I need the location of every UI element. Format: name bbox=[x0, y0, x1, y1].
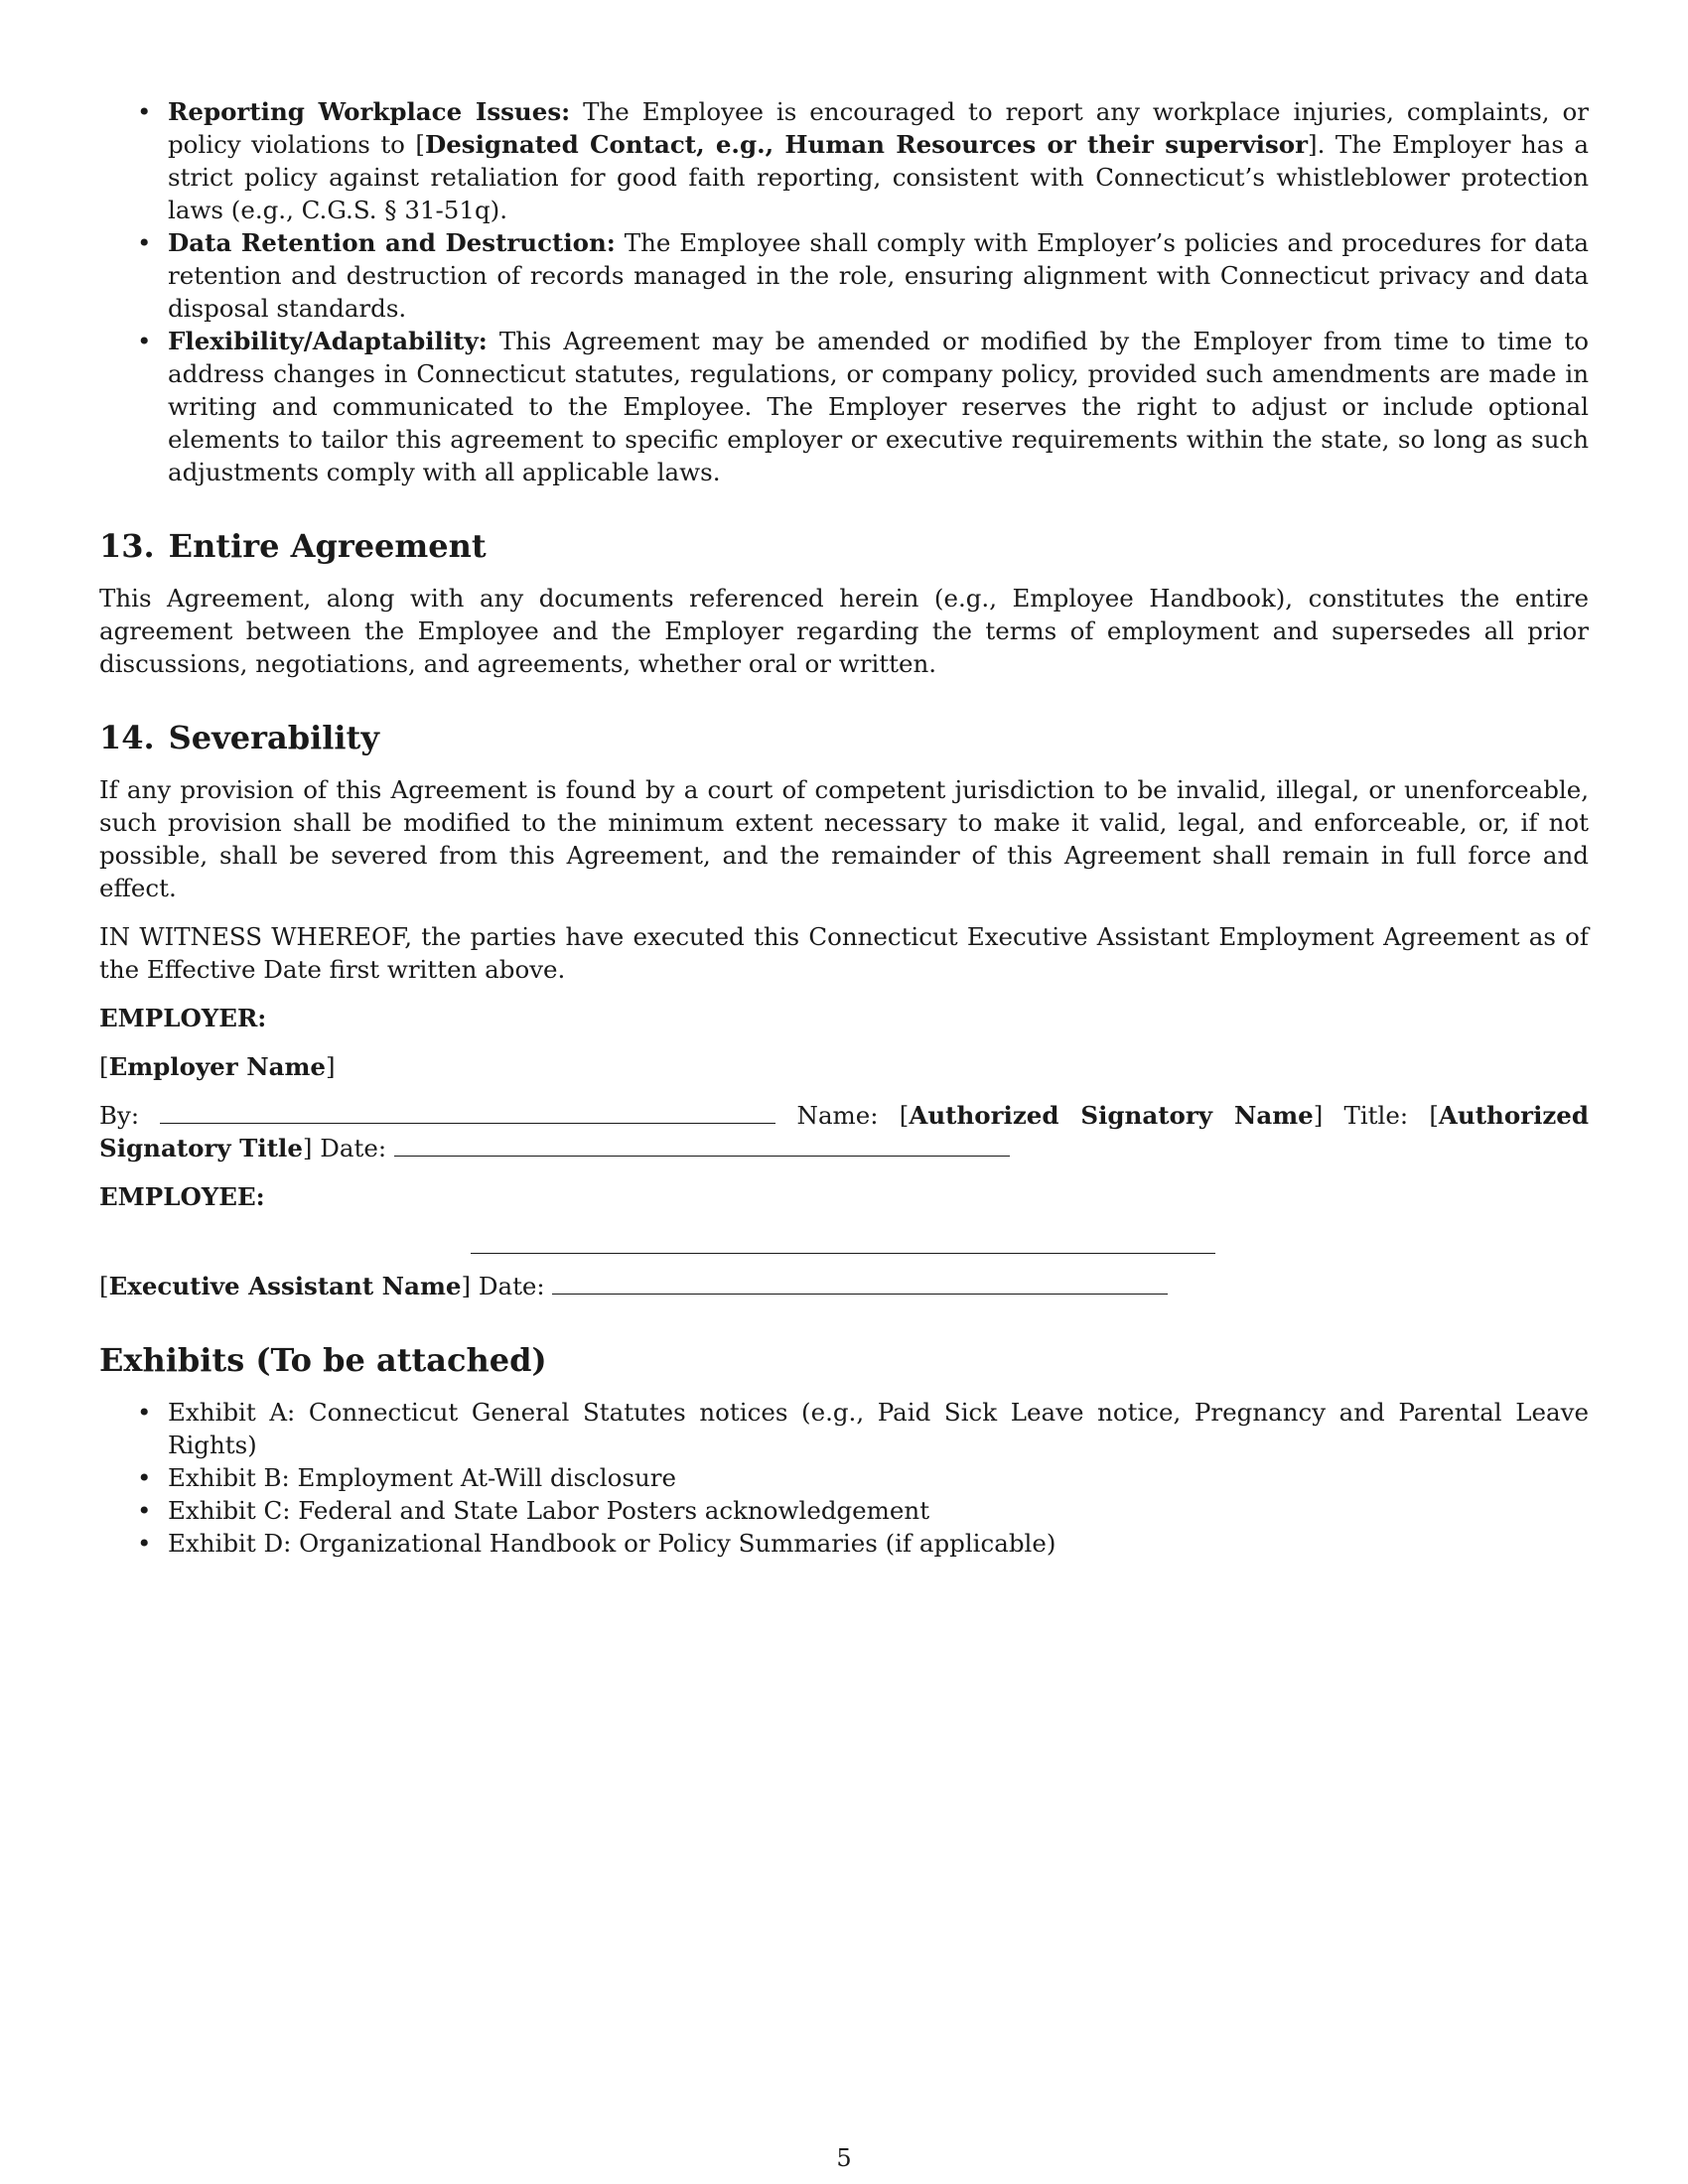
employer-signature-block: By: Name: [Authorized Signatory Name] Title: [Authorized Signatory Title] Date: bbox=[99, 1101, 1590, 1162]
list-item: • Exhibit D: Organizational Handbook or Policy Summaries (if applicable) bbox=[99, 1527, 1589, 1560]
employee-heading: EMPLOYEE: bbox=[99, 1182, 265, 1211]
document-page bbox=[99, 95, 1589, 1560]
employee-name-placeholder: Executive Assistant Name bbox=[108, 1272, 462, 1300]
section-number: 14. bbox=[99, 719, 155, 756]
bullet-lead: Flexibility/Adaptability: bbox=[168, 327, 488, 355]
list-item-reporting-workplace-issues bbox=[99, 95, 1589, 226]
employer-signature-line[interactable] bbox=[160, 1101, 775, 1124]
exhibits-list bbox=[99, 1396, 1589, 1560]
date-label: Date: bbox=[471, 1272, 553, 1300]
policy-bullet-list bbox=[99, 95, 1589, 488]
by-label: By: bbox=[99, 1101, 140, 1130]
name-label: Name: bbox=[775, 1101, 900, 1130]
designated-contact-placeholder: Designated Contact, e.g., Human Resources or their supervisor bbox=[424, 130, 1309, 159]
list-item: • Exhibit C: Federal and State Labor Posters acknowledgement bbox=[99, 1494, 1589, 1527]
employer-date-line[interactable] bbox=[394, 1134, 1010, 1157]
employer-name-line: [Employer Name] bbox=[99, 1052, 336, 1081]
date-label: Date: bbox=[312, 1134, 394, 1162]
title-label: Title: bbox=[1323, 1101, 1430, 1130]
exhibits-heading: Exhibits (To be attached) bbox=[99, 1341, 547, 1379]
section-title: Entire Agreement bbox=[168, 527, 487, 565]
employee-signature-line[interactable] bbox=[471, 1213, 1215, 1254]
section-title: Severability bbox=[168, 719, 379, 756]
list-item-flexibility bbox=[99, 325, 1589, 488]
list-item-data-retention bbox=[99, 226, 1589, 325]
bullet-lead: Reporting Workplace Issues: bbox=[168, 97, 571, 126]
section-13-body: This Agreement, along with any documents referenced herein (e.g., Employee Handbook), constitutes the entire agreement between the Employee and the Employer regarding the terms of employment and supersedes all prior discussions, negotiations, and agreements, whether oral or written. bbox=[99, 584, 1589, 678]
bullet-text: ]. The Employer has a strict policy against retaliation for good faith reporting, consistent with Connecticut’s whistleblower protection laws (e.g., C.G.S. § 31-51q). bbox=[168, 130, 1589, 224]
witness-clause: IN WITNESS WHEREOF, the parties have executed this Connecticut Executive Assistant Employment Agreement as of the Effective Date first written above. bbox=[99, 922, 1589, 984]
bullet-lead: Data Retention and Destruction: bbox=[168, 228, 616, 257]
section-14-heading bbox=[99, 718, 1589, 757]
employer-name-placeholder: Employer Name bbox=[108, 1052, 326, 1081]
page-number: 5 bbox=[836, 2144, 852, 2172]
section-number: 13. bbox=[99, 527, 155, 565]
section-14-body: If any provision of this Agreement is found by a court of competent jurisdiction to be invalid, illegal, or unenforceable, such provision shall be modified to the minimum extent necessary to make it valid, legal, and enforceable, or, if not possible, shall be severed from this Agreement, and the remainder of this Agreement shall remain in full force and effect. bbox=[99, 775, 1589, 902]
employer-heading: EMPLOYER: bbox=[99, 1004, 267, 1032]
signatory-name-placeholder: Authorized Signatory Name bbox=[909, 1101, 1314, 1130]
bullet-text: The Employee is encouraged to report any workplace injuries, complaints, or policy violations to [ bbox=[168, 97, 1589, 159]
list-item: • Exhibit A: Connecticut General Statutes notices (e.g., Paid Sick Leave notice, Pregnancy and Parental Leave Rights) bbox=[99, 1396, 1589, 1461]
bullet-text: This Agreement may be amended or modified by the Employer from time to time to address changes in Connecticut statutes, regulations, or company policy, provided such amendments are made in writing and communicated to the Employee. The Employer reserves the right to adjust or include optional elements to tailor this agreement to specific employer or executive requirements within the state, so long as such adjustments comply with all applicable laws. bbox=[168, 327, 1589, 486]
list-item: • Exhibit B: Employment At-Will disclosure bbox=[99, 1461, 1589, 1494]
bullet-text: The Employee shall comply with Employer’s policies and procedures for data retention and destruction of records managed in the role, ensuring alignment with Connecticut privacy and data disposal standards. bbox=[168, 228, 1589, 323]
section-13-heading bbox=[99, 526, 1589, 566]
employee-date-line[interactable] bbox=[552, 1272, 1168, 1295]
signatory-title-placeholder: Authorized Signatory Title bbox=[99, 1101, 1590, 1162]
employee-name-line: [Executive Assistant Name] Date: bbox=[99, 1270, 1589, 1302]
